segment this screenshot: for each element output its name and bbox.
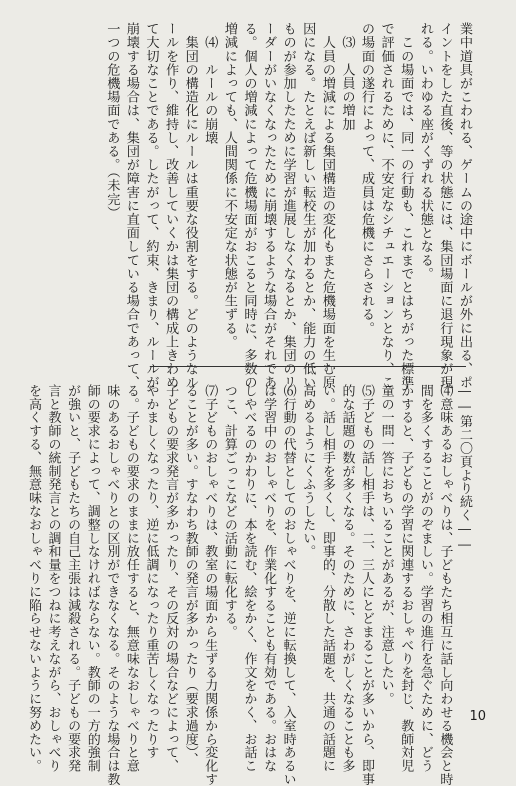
upper-line: れる。いわゆる座がくずれる状態となる。 — [417, 22, 433, 281]
lower-line: ⑹行動の代替としてのおしゃべりを、逆に転換して、入室時あるい — [280, 384, 296, 786]
upper-line: イントをした直後、等の状態には、集団場面に退行現象が現 — [437, 22, 453, 390]
lower-line: つこ、計算ごっこなどの活動に転化する。 — [221, 384, 237, 639]
upper-line: て大切なことである。したがって、約束、きまり、ルールが — [143, 22, 159, 390]
lower-line: い。話し相手を多くし、即事的、分散した話題を、共通の話題に — [319, 384, 335, 773]
upper-line: 因になる。たとえば新しい転校生が加わるとか、能力の低い — [300, 22, 316, 390]
upper-line: 人員の増減による集団構造の変化もまた危機場面を生む原 — [319, 22, 335, 390]
upper-line: 集団の構造化にルールは重要な役割をする。どのようなル — [182, 22, 198, 390]
lower-line: しやべるのかわりに、本を読む、絵をかく、作文をかく、お話こ — [241, 384, 257, 773]
lower-line: る。子どもの要求のままに放任すると、無意味なおしゃべりと意 — [123, 384, 139, 773]
upper-line: 崩壊する場合は、集団が障害に直面している場合であって、 — [123, 22, 139, 390]
page-number: 10 — [469, 709, 486, 724]
upper-line: この場面では、同一の行動も、これまでとはちがった標準 — [398, 22, 414, 390]
lower-line: ることが多い。すなわち教師の発言が多かったり（要求過度）、 — [182, 384, 198, 767]
upper-line: で評価されるために、不安定なシチュエーションとなり、こ — [378, 22, 394, 390]
upper-line: 一つの危機場面である。（未完） — [104, 22, 120, 220]
lower-line: ⑷意味あるおしゃべりは、子どもたち相互に話し向わせる機会と時 — [437, 384, 453, 786]
lower-text-column — [23, 384, 474, 786]
upper-line: ⑷ ルールの崩壊 — [202, 22, 218, 145]
lower-line: は学習中のおしゃべりを、作業化することも有効である。おはな — [261, 384, 277, 773]
upper-line: ールを作り、維持し、改善していくかは集団の構成上きわめ — [163, 22, 179, 390]
lower-line: 間を多くすることがのぞましい。学習の進行を急ぐために、どう — [417, 384, 433, 773]
lower-line: が強いと、子どもたちの自己主張は減殺される。子どもの要求発 — [65, 384, 81, 773]
lower-line: かすると、子どもの学習に関連するおしゃべりを封じ、教師対児 — [398, 384, 414, 773]
upper-line: ものが参加したために学習が進展しなくなるとか、集団のリ — [280, 22, 296, 390]
upper-line: の場面の遂行によって、成員は危機にさらされる。 — [359, 22, 375, 335]
lower-line: ――第二〇頁より続く―― — [457, 384, 472, 553]
lower-line: 師の要求によって、調整しなければならない。教師の一方的強制 — [84, 384, 100, 773]
lower-line: 童の一問一答におちいることがあるが、注意したい。 — [378, 384, 394, 706]
lower-line: 的な話題の数が多くなる。そのために、さわがしくなることも多 — [339, 384, 355, 773]
lower-line: ⑺子どものおしゃべりは、教室の場面から生ずる力関係から変化す — [202, 384, 218, 786]
upper-line: 業中道具がこわれる、ゲームの途中にボールが外に出る、ポ — [457, 22, 472, 390]
section-divider — [150, 366, 466, 367]
upper-line: ーダーがいなくなったために崩壊するような場合がそれであ — [261, 22, 277, 390]
lower-line: 高めるようにくふうしたい。 — [300, 384, 316, 559]
upper-line: 増減によっても、人間関係に不安定な状態が生ずる。 — [221, 22, 237, 349]
lower-line: やかましくなったり、逆に低調になったり重苦しくなったりす — [143, 384, 159, 760]
upper-line: る。個人の増減によって危機場面がおこると同時に、多数の — [241, 22, 257, 390]
upper-text-column — [102, 22, 474, 390]
lower-line: 言と教師の統制発言との調和量をつねに考えながら、おしゃべり — [45, 384, 61, 773]
upper-line: ⑶ 人員の増加 — [339, 22, 355, 131]
lower-line: 味のあるおしゃべりとの区別ができなくなる。そのような場合は教 — [104, 384, 120, 786]
lower-line: 子どもの要求発言が多かったり、その反対の場合などによって、 — [163, 384, 179, 773]
lower-line: を高くする、無意味なおしゃべりに陥らせないように努めたい。 — [25, 384, 41, 773]
lower-line: ⑸子どもの話し相手は、二、三人にとどまることが多いから、即事 — [359, 384, 375, 786]
